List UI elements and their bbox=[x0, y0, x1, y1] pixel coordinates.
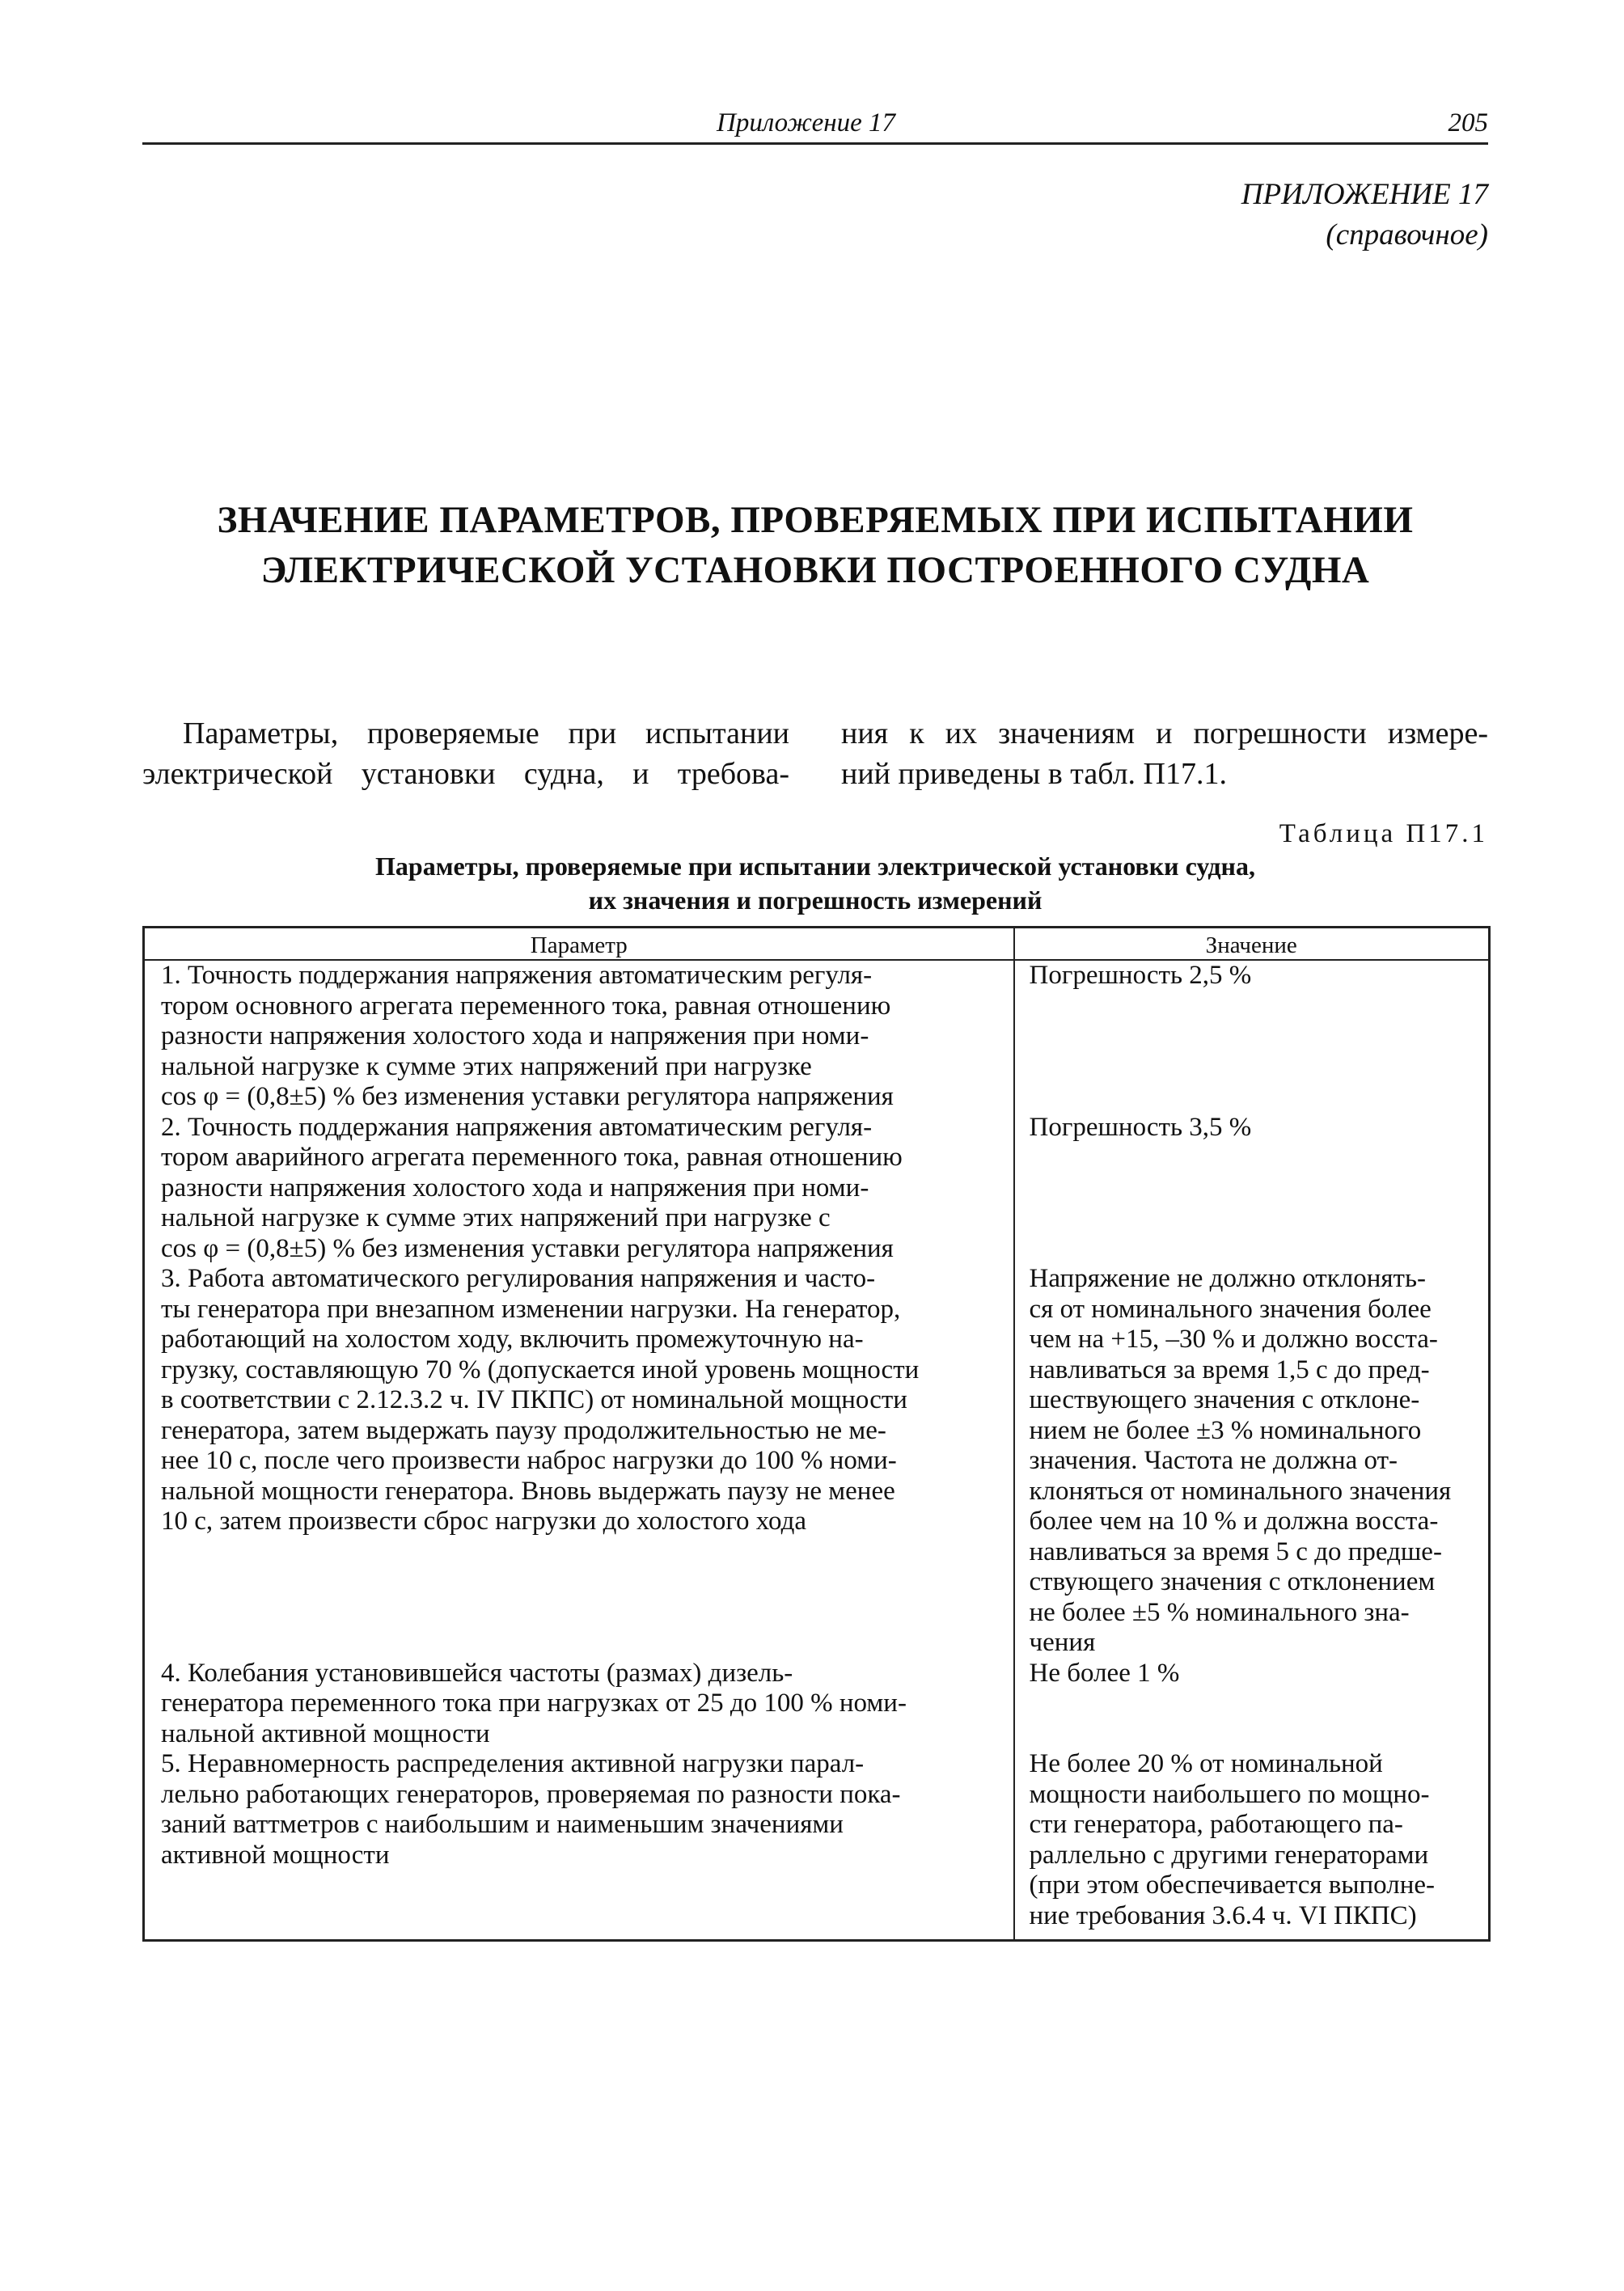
table-row bbox=[144, 1113, 1490, 1265]
value-cell bbox=[1014, 1749, 1490, 1941]
value-text: Погрешность 3,5 % bbox=[1029, 1112, 1252, 1142]
intro-column-left bbox=[142, 713, 789, 794]
intro-line: Параметры, проверяемые при испытании bbox=[183, 716, 789, 750]
running-head bbox=[142, 108, 1488, 145]
value-text: Напряжение не должно отклонять- ся от номинального значения более чем на +15, –30 % и должно восста- навливаться за время 1,5 с до пред- шествующего значения с отклоне- нием не более ±3 % номинального значения. Частота не должна от- клоняться от номинального значения более чем на 10 % и должна восста- навливаться за время 5 с до предше- ствующего значения с отклонением не более ±5 % номинального зна- чения bbox=[1029, 1264, 1452, 1657]
header-value: Значение bbox=[1014, 928, 1490, 961]
document-title bbox=[142, 495, 1488, 595]
parameter-cell bbox=[144, 1113, 1014, 1265]
table-row bbox=[144, 960, 1490, 1113]
document-title-line-2: ЭЛЕКТРИЧЕСКОЙ УСТАНОВКИ ПОСТРОЕННОГО СУДНА bbox=[260, 549, 1370, 591]
parameter-cell bbox=[144, 1264, 1014, 1659]
intro-line: электрической установки судна, и требова- bbox=[142, 757, 789, 791]
table-row bbox=[144, 1659, 1490, 1750]
table-label: Таблица П17.1 bbox=[1279, 819, 1488, 848]
document-title-line-1: ЗНАЧЕНИЕ ПАРАМЕТРОВ, ПРОВЕРЯЕМЫХ ПРИ ИСПЫТАНИИ bbox=[217, 499, 1414, 541]
appendix-label: ПРИЛОЖЕНИЕ 17 bbox=[1241, 178, 1488, 211]
running-head-title: Приложение 17 bbox=[717, 108, 895, 137]
parameter-cell bbox=[144, 1659, 1014, 1750]
parameter-cell bbox=[144, 960, 1014, 1113]
appendix-label-block bbox=[1241, 175, 1488, 256]
value-text: Погрешность 2,5 % bbox=[1029, 961, 1252, 990]
value-cell bbox=[1014, 1113, 1490, 1265]
table-row bbox=[144, 1264, 1490, 1659]
value-cell bbox=[1014, 1264, 1490, 1659]
table-caption-line-2: их значения и погрешность измерений bbox=[588, 886, 1042, 915]
intro-line: ния к их значениям и погрешности измере- bbox=[841, 716, 1488, 750]
header-parameter: Параметр bbox=[144, 928, 1014, 961]
parameter-text: 4. Колебания установившейся частоты (размах) дизель- генератора переменного тока при нагрузках от 25 до 100 % номи- нальной активной мощности bbox=[161, 1658, 907, 1748]
value-text: Не более 20 % от номинальной мощности наибольшего по мощно- сти генератора, работающего па- раллельно с другими генераторами (при этом обеспечивается выполне- ние требования 3.6.4 ч. VI ПКПС) bbox=[1029, 1749, 1436, 1930]
value-cell bbox=[1014, 1659, 1490, 1750]
table-caption bbox=[142, 849, 1488, 917]
intro-column-right bbox=[841, 713, 1488, 794]
parameter-cell bbox=[144, 1749, 1014, 1941]
page-number: 205 bbox=[1448, 108, 1488, 137]
table-row bbox=[144, 1749, 1490, 1941]
table-header-row bbox=[144, 928, 1490, 961]
parameter-text: 5. Неравномерность распределения активной нагрузки парал- лельно работающих генераторов, проверяемая по разности пока- заний ваттметров с наибольшим и наименьшим значениями активной мощности bbox=[161, 1749, 901, 1870]
appendix-note: (справочное) bbox=[1326, 218, 1488, 252]
intro-line: ний приведены в табл. П17.1. bbox=[841, 757, 1228, 791]
value-text: Не более 1 % bbox=[1029, 1658, 1180, 1688]
parameter-text: 3. Работа автоматического регулирования напряжения и часто- ты генератора при внезапном изменении нагрузки. На генератор, работающий на холостом ходу, включить промежуточную на- грузку, составляющую 70 % (допускается иной уровень мощности в соответствии с 2.12.3.2 ч. IV ПКПС) от номинальной мощности генератора, затем выдержать паузу продолжительностью не ме- нее 10 с, после чего произвести наброс нагрузки до 100 % номи- нальной мощности генератора. Вновь выдержать паузу не менее 10 с, затем произвести сброс нагрузки до холостого хода bbox=[161, 1264, 920, 1536]
parameters-table bbox=[142, 926, 1491, 1942]
parameter-text: 1. Точность поддержания напряжения автоматическим регуля- тором основного агрегата переменного тока, равная отношению разности напряжения холостого хода и напряжения при номи- нальной нагрузке к сумме этих напряжений при нагрузке cos φ = (0,8±5) % без изменения уставки регулятора напряжения bbox=[161, 961, 894, 1111]
table-caption-line-1: Параметры, проверяемые при испытании электрической установки судна, bbox=[375, 852, 1255, 881]
parameter-text: 2. Точность поддержания напряжения автоматическим регуля- тором аварийного агрегата переменного тока, равная отношению разности напряжения холостого хода и напряжения при номи- нальной нагрузке к сумме этих напряжений при нагрузке с cos φ = (0,8±5) % без изменения уставки регулятора напряжения bbox=[161, 1112, 903, 1263]
value-cell bbox=[1014, 960, 1490, 1113]
